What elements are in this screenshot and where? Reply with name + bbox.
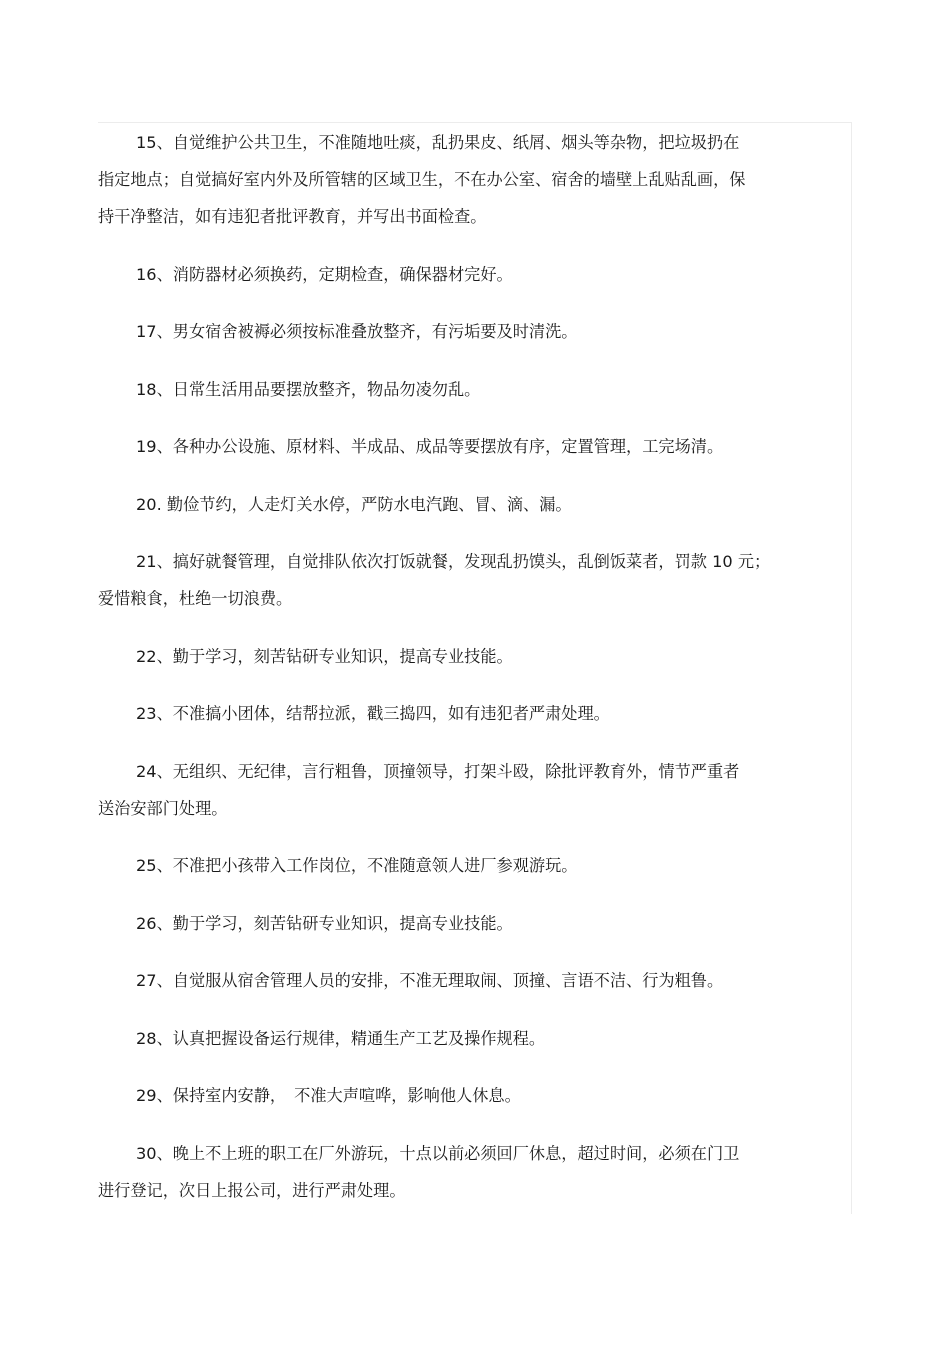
page-frame-top-border: [98, 122, 851, 123]
rule-line: 27、自觉服从宿舍管理人员的安排，不准无理取闹、顶撞、言语不洁、行为粗鲁。: [136, 971, 724, 990]
rule-line: 18、日常生活用品要摆放整齐，物品勿凌勿乱。: [136, 379, 481, 399]
rule-line: 28、认真把握设备运行规律，精通生产工艺及操作规程。: [136, 1028, 546, 1048]
rule-item-20: [98, 486, 850, 523]
rule-line: 23、不准搞小团体，结帮拉派，戳三捣四，如有违犯者严肃处理。: [136, 704, 610, 723]
rule-line: 指定地点；自觉搞好室内外及所管辖的区域卫生，不在办公室、宿舍的墙壁上乱贴乱画，保: [98, 170, 746, 189]
rule-item-16: [98, 256, 850, 293]
rule-item-28: [98, 1020, 850, 1057]
rule-line: 19、各种办公设施、原材料、半成品、成品等要摆放有序，定置管理，工完场清。: [136, 437, 724, 456]
rule-item-24: [98, 753, 850, 827]
rule-line: 送治安部门处理。: [98, 798, 228, 818]
rule-line: 26、勤于学习，刻苦钻研专业知识，提高专业技能。: [136, 913, 513, 933]
rule-line: 21、搞好就餐管理，自觉排队依次打饭就餐，发现乱扔馍头，乱倒饭菜者，罚款 10 元；: [136, 552, 771, 571]
rule-item-25: [98, 847, 850, 884]
rule-line: 进行登记，次日上报公司，进行严肃处理。: [98, 1180, 406, 1200]
rule-item-27: [98, 962, 850, 999]
rule-line: 25、不准把小孩带入工作岗位，不准随意领人进厂参观游玩。: [136, 856, 578, 875]
rule-item-29: [98, 1077, 850, 1114]
page-frame-right-border: [851, 122, 852, 1214]
rule-line: 17、男女宿舍被褥必须按标准叠放整齐，有污垢要及时清洗。: [136, 322, 578, 341]
rule-item-30: [98, 1135, 850, 1209]
rule-item-19: [98, 428, 850, 465]
rule-line: 22、勤于学习，刻苦钻研专业知识，提高专业技能。: [136, 646, 513, 666]
rule-item-22: [98, 638, 850, 675]
rule-line: 29、保持室内安静， 不准大声喧哗，影响他人休息。: [136, 1086, 521, 1105]
rules-list: [98, 124, 850, 1209]
rule-line: 15、自觉维护公共卫生，不准随地吐痰，乱扔果皮、纸屑、烟头等杂物，把垃圾扔在: [136, 133, 740, 152]
rule-item-17: [98, 313, 850, 350]
rule-line: 30、晚上不上班的职工在厂外游玩，十点以前必须回厂休息，超过时间，必须在门卫: [136, 1143, 740, 1163]
rule-item-23: [98, 695, 850, 732]
rule-line: 持干净整洁，如有违犯者批评教育，并写出书面检查。: [98, 207, 487, 226]
rule-line: 16、消防器材必须换药，定期检查，确保器材完好。: [136, 264, 513, 284]
rule-item-15: [98, 124, 850, 235]
rule-line: 24、无组织、无纪律，言行粗鲁，顶撞领导，打架斗殴，除批评教育外，情节严重者: [136, 761, 740, 781]
rule-item-21: [98, 543, 850, 617]
rule-line: 爱惜粮食，杜绝一切浪费。: [98, 589, 293, 608]
rule-item-26: [98, 905, 850, 942]
rule-item-18: [98, 371, 850, 408]
rule-line: 20. 勤俭节约，人走灯关水停，严防水电汽跑、冒、滴、漏。: [136, 494, 572, 514]
